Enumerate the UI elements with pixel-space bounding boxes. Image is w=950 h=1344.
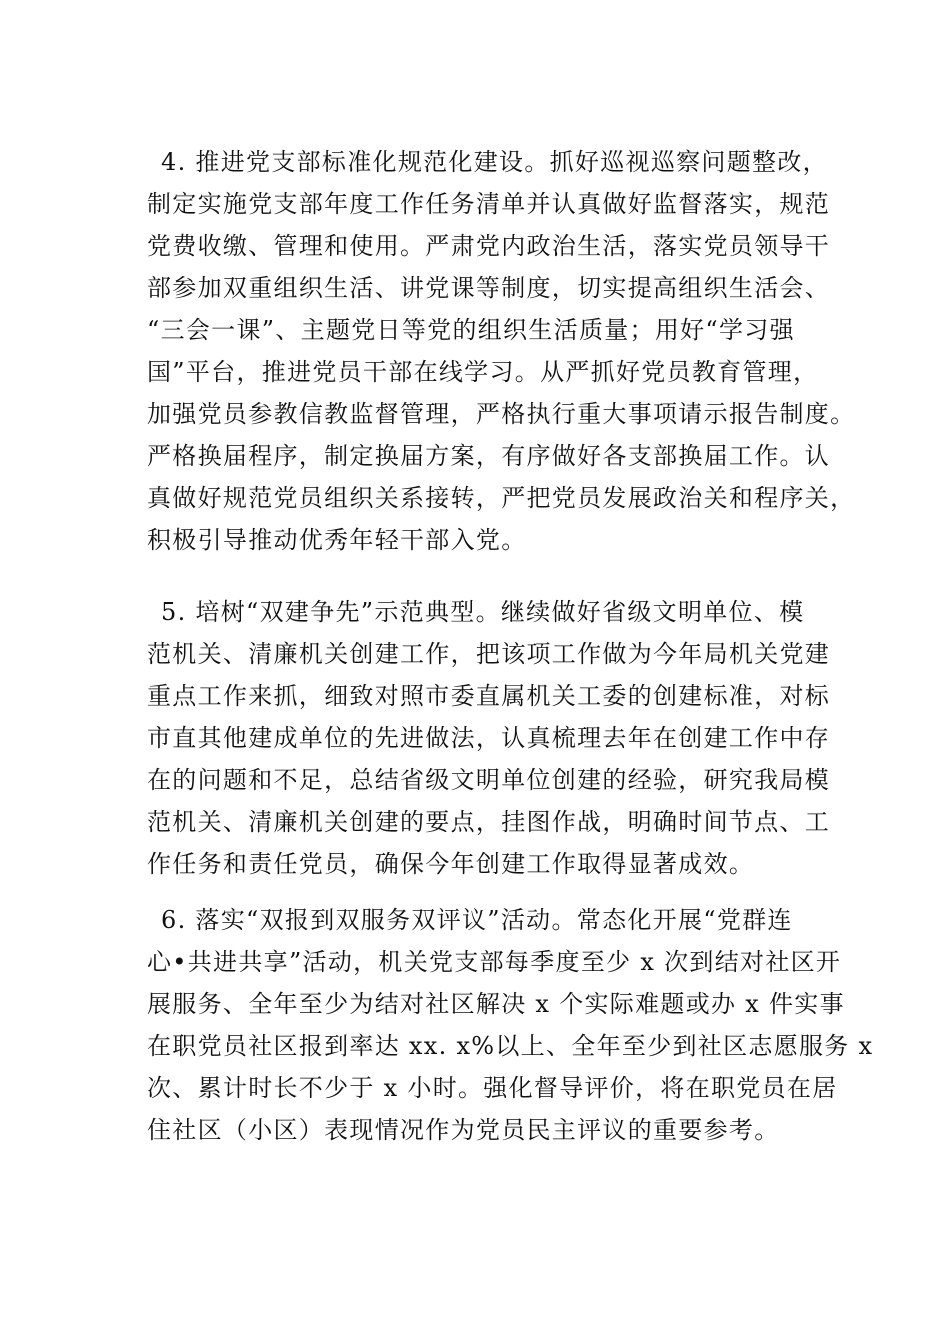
paragraph-line: 住社区（小区）表现情况作为党员民主评议的重要参考。 xyxy=(147,1116,780,1144)
paragraph-line: 重点工作来抓，细致对照市委直属机关工委的创建标准，对标 xyxy=(147,682,831,710)
paragraph-line: 党费收缴、管理和使用。严肃党内政治生活，落实党员领导干 xyxy=(147,232,831,260)
paragraph-line: 国”平台，推进党员干部在线学习。从严抓好党员教育管理， xyxy=(147,358,819,386)
paragraph-line: 展服务、全年至少为结对社区解决 x 个实际难题或办 x 件实事 xyxy=(147,990,845,1018)
paragraph-line: 部参加双重组织生活、讲党课等制度，切实提高组织生活会、 xyxy=(147,274,831,302)
paragraph-line: 4. 推进党支部标准化规范化建设。抓好巡视巡察问题整改， xyxy=(161,148,828,176)
paragraph-line: 真做好规范党员组织关系接转，严把党员发展政治关和程序关， xyxy=(147,484,856,512)
paragraph-line: 市直其他建成单位的先进做法，认真梳理去年在创建工作中存 xyxy=(147,724,831,752)
paragraph-line: 次、累计时长不少于 x 小时。强化督导评价，将在职党员在居 xyxy=(147,1074,838,1102)
paragraph-line: 6. 落实“双报到双服务双评议”活动。常态化开展“党群连 xyxy=(161,906,793,934)
paragraph-line: 在的问题和不足，总结省级文明单位创建的经验，研究我局模 xyxy=(147,766,831,794)
paragraph-line: 作任务和责任党员，确保今年创建工作取得显著成效。 xyxy=(147,850,755,878)
paragraph-line: 严格换届程序，制定换届方案，有序做好各支部换届工作。认 xyxy=(147,442,831,470)
paragraph-line: 制定实施党支部年度工作任务清单并认真做好监督落实，规范 xyxy=(147,190,831,218)
paragraph-line: 积极引导推动优秀年轻干部入党。 xyxy=(147,526,527,554)
paragraph-line: 在职党员社区报到率达 xx. x%以上、全年至少到社区志愿服务 x xyxy=(147,1032,874,1060)
paragraph-line: 范机关、清廉机关创建工作，把该项工作做为今年局机关党建 xyxy=(147,640,831,668)
paragraph-line: 加强党员参教信教监督管理，严格执行重大事项请示报告制度。 xyxy=(147,400,856,428)
paragraph-line: “三会一课”、主题党日等党的组织生活质量；用好“学习强 xyxy=(147,316,795,344)
paragraph-line: 心•共进共享”活动，机关党支部每季度至少 x 次到结对社区开 xyxy=(147,948,842,976)
paragraph-line: 5. 培树“双建争先”示范典型。继续做好省级文明单位、模 xyxy=(161,598,805,626)
paragraph-line: 范机关、清廉机关创建的要点，挂图作战，明确时间节点、工 xyxy=(147,808,831,836)
